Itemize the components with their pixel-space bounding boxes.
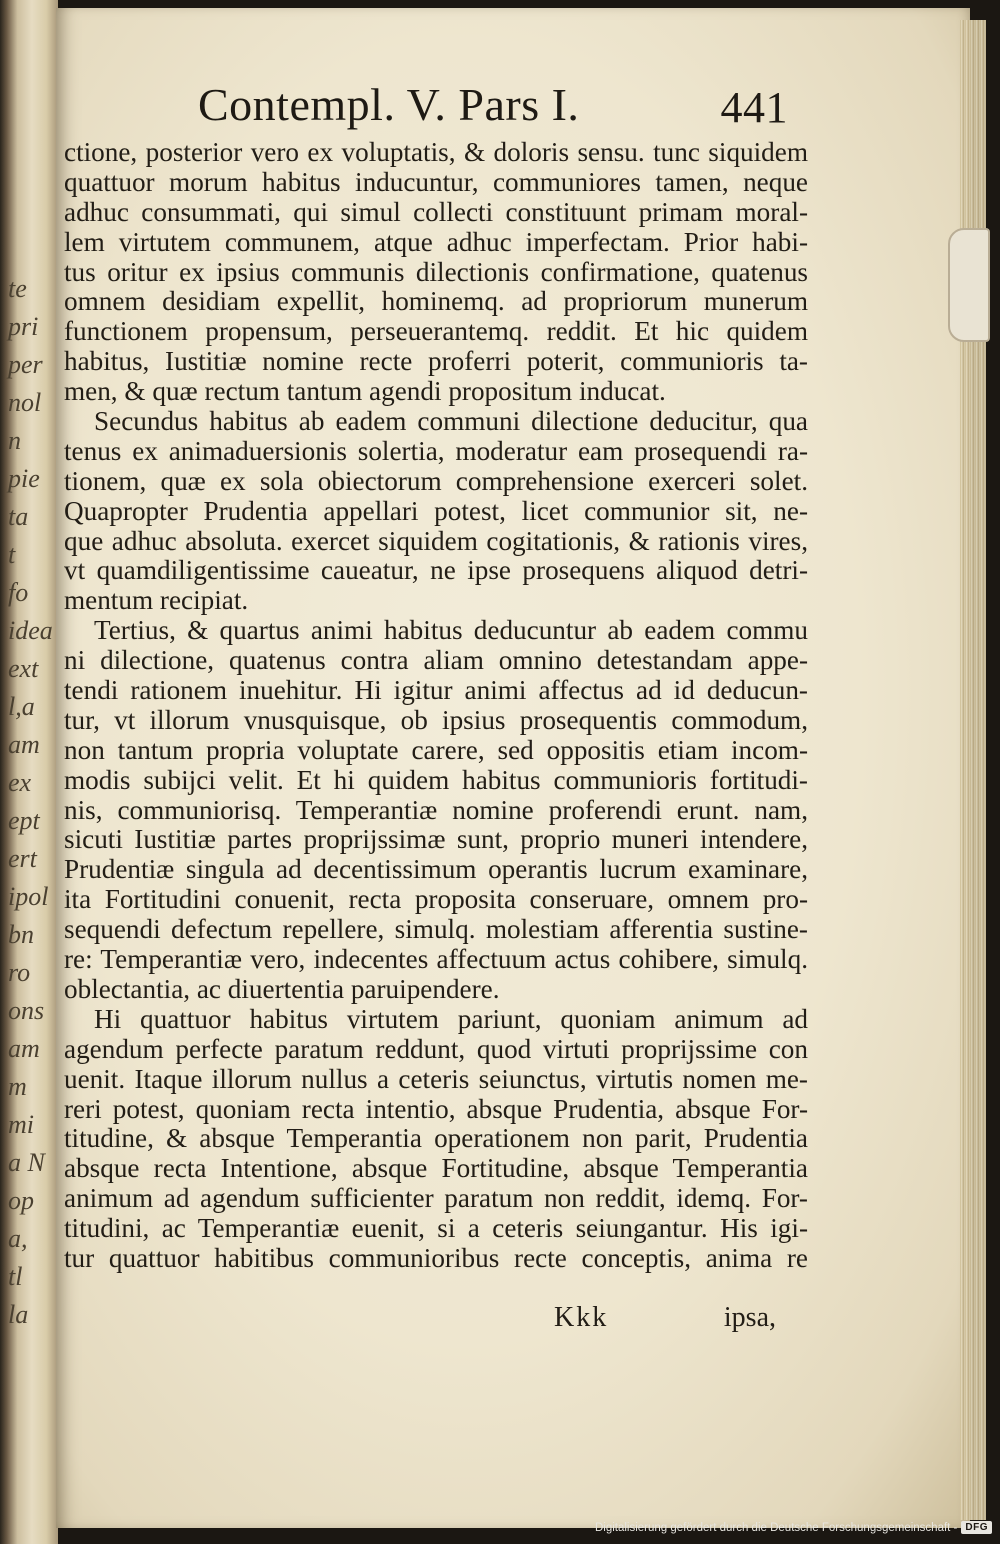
- bookmark-tab: [948, 228, 990, 342]
- running-title: Contempl. V. Pars I.: [198, 79, 580, 130]
- left-page-fragment: a,: [8, 1224, 28, 1253]
- text-line: ni dilectione, quatenus contra aliam omnino detestandam appe-: [64, 645, 808, 676]
- left-page-fragment: t: [8, 540, 16, 569]
- text-line: tus oritur ex ipsius communis dilectionis confirmatione, quatenus: [64, 256, 808, 287]
- left-page-fragment: nol: [8, 388, 42, 417]
- left-page-fragment: a N: [8, 1148, 45, 1177]
- left-page-edge: [0, 0, 58, 1544]
- dfg-logo: DFG: [961, 1521, 992, 1534]
- page-number: 441: [720, 83, 788, 132]
- body-text: [64, 138, 808, 1274]
- text-line: Prudentiæ singula ad decentissimum operantis lucrum examinare,: [64, 854, 808, 885]
- text-line: functionem propensum, perseuerantemq. reddit. Et hic quidem: [64, 316, 808, 347]
- left-page-fragment: ons: [8, 996, 45, 1025]
- text-line: Hi quattuor habitus virtutem pariunt, quoniam animum ad: [94, 1003, 808, 1034]
- left-page-fragment: ert: [8, 844, 37, 873]
- text-line: vt quamdiligentissime caueatur, ne ipse prosequens aliquod detri-: [64, 555, 808, 586]
- text-line: Secundus habitus ab eadem communi dilectione deducitur, qua: [94, 406, 808, 437]
- text-line: habitus, Iustitiæ nomine recte proferri poterit, communioris ta-: [64, 346, 808, 377]
- text-line: que adhuc absoluta. exercet siquidem cogitationis, & rationis vires,: [64, 525, 808, 556]
- left-page-fragment: idea: [8, 616, 53, 645]
- text-line: agendum perfecte paratum reddunt, quod virtuti proprijssime con: [64, 1033, 808, 1064]
- text-line: sicuti Iustitiæ partes proprijssimæ sunt, proprio muneri intendere,: [64, 824, 808, 855]
- left-page-fragment: fo: [8, 578, 29, 607]
- text-line: animum ad agendum sufficienter paratum non reddit, idemq. For-: [64, 1183, 808, 1214]
- credit-text: Digitalisierung gefördert durch die Deutsche Forschungsgemeinschaft -: [594, 1521, 958, 1534]
- text-line: absque recta Intentione, absque Fortitudine, absque Temperantia: [64, 1153, 808, 1184]
- text-line: adhuc consummati, qui simul collecti constituunt primam moral-: [64, 196, 808, 227]
- left-page-fragment: pie: [8, 464, 40, 493]
- left-page-fragment: op: [8, 1186, 34, 1215]
- text-line: lem virtutem communem, atque adhuc imperfectam. Prior habi-: [64, 226, 808, 257]
- text-line: sequendi defectum repellere, simulq. molestiam afferentia sustine-: [64, 914, 808, 945]
- text-line: mentum recipiat.: [64, 585, 249, 616]
- text-line: re: Temperantiæ vero, indecentes affectuum actus cohibere, simulq.: [64, 944, 808, 975]
- digitization-credit: [595, 1521, 992, 1534]
- text-line: titudini, ac Temperantiæ euenit, si a ceteris seiungantur. His igi-: [64, 1213, 808, 1244]
- text-line: modis subijci velit. Et hi quidem habitus communioris fortitudi-: [64, 764, 808, 795]
- catchword: ipsa,: [723, 1302, 776, 1333]
- text-line: men, & quæ rectum tantum agendi propositum inducat.: [64, 376, 666, 407]
- left-page-fragment: am: [8, 730, 40, 759]
- text-line: reri potest, quoniam recta intentio, absque Prudentia, absque For-: [64, 1093, 808, 1124]
- left-page-fragment: ipol: [8, 882, 49, 911]
- left-page-fragment: ro: [8, 958, 31, 987]
- left-page-fragment: n: [8, 426, 21, 455]
- text-line: tenus ex animaduersionis solertia, moderatur eam prosequendi ra-: [64, 435, 808, 466]
- text-line: tur quattuor habitibus communioribus recte conceptis, anima re: [64, 1242, 808, 1273]
- text-line: ctione, posterior vero ex voluptatis, & doloris sensu. tunc siquidem: [64, 137, 808, 167]
- left-page-fragment: mi: [8, 1110, 34, 1139]
- text-line: Tertius, & quartus animi habitus deducuntur ab eadem commu: [94, 615, 808, 646]
- text-line: omnem desidiam expellit, hominemq. ad propriorum munerum: [64, 286, 808, 317]
- left-page-fragment: te: [8, 274, 27, 303]
- text-line: oblectantia, ac diuertentia paruipendere.: [64, 973, 500, 1004]
- left-page-fragment: am: [8, 1034, 40, 1063]
- text-line: tendi rationem inuehitur. Hi igitur animi affectus ad id deducun-: [64, 675, 808, 706]
- page-footer: [64, 1302, 776, 1336]
- signature-mark: Kkk: [554, 1302, 609, 1333]
- left-page-fragment: tl: [8, 1262, 23, 1291]
- text-line: titudine, & absque Temperantia operationem non parit, Prudentia: [64, 1123, 808, 1154]
- left-page-fragment: ept: [8, 806, 40, 835]
- left-page-fragment: ex: [8, 768, 32, 797]
- left-page-fragment: bn: [8, 920, 34, 949]
- left-page-fragment: pri: [8, 312, 39, 341]
- left-page-fragment: ta: [8, 502, 29, 531]
- text-line: nis, communiorisq. Temperantiæ nomine proferendi erunt. nam,: [64, 794, 808, 825]
- text-line: uenit. Itaque illorum nullus a ceteris seiunctus, virtutis nomen me-: [64, 1063, 808, 1094]
- left-page-fragment: ext: [8, 654, 39, 683]
- text-line: ita Fortitudini conuenit, recta proposita conseruare, omnem pro-: [64, 884, 808, 915]
- text-line: tionem, quæ ex sola obiectorum comprehensione exerceri solet.: [64, 465, 808, 496]
- text-line: tur, vt illorum vnusquisque, ob ipsius prosequentis commodum,: [64, 704, 808, 735]
- text-line: quattuor morum habitus inducuntur, communiores tamen, neque: [64, 166, 808, 197]
- left-page-fragment: la: [8, 1300, 29, 1329]
- text-line: non tantum propria voluptate carere, sed oppositis etiam incom-: [64, 734, 808, 765]
- text-line: Quapropter Prudentia appellari potest, licet communior sit, ne-: [64, 495, 808, 526]
- left-page-fragment: m: [8, 1072, 27, 1101]
- left-page-fragment: per: [8, 350, 43, 379]
- left-page-fragment: l,a: [8, 692, 35, 721]
- running-header: [148, 78, 788, 134]
